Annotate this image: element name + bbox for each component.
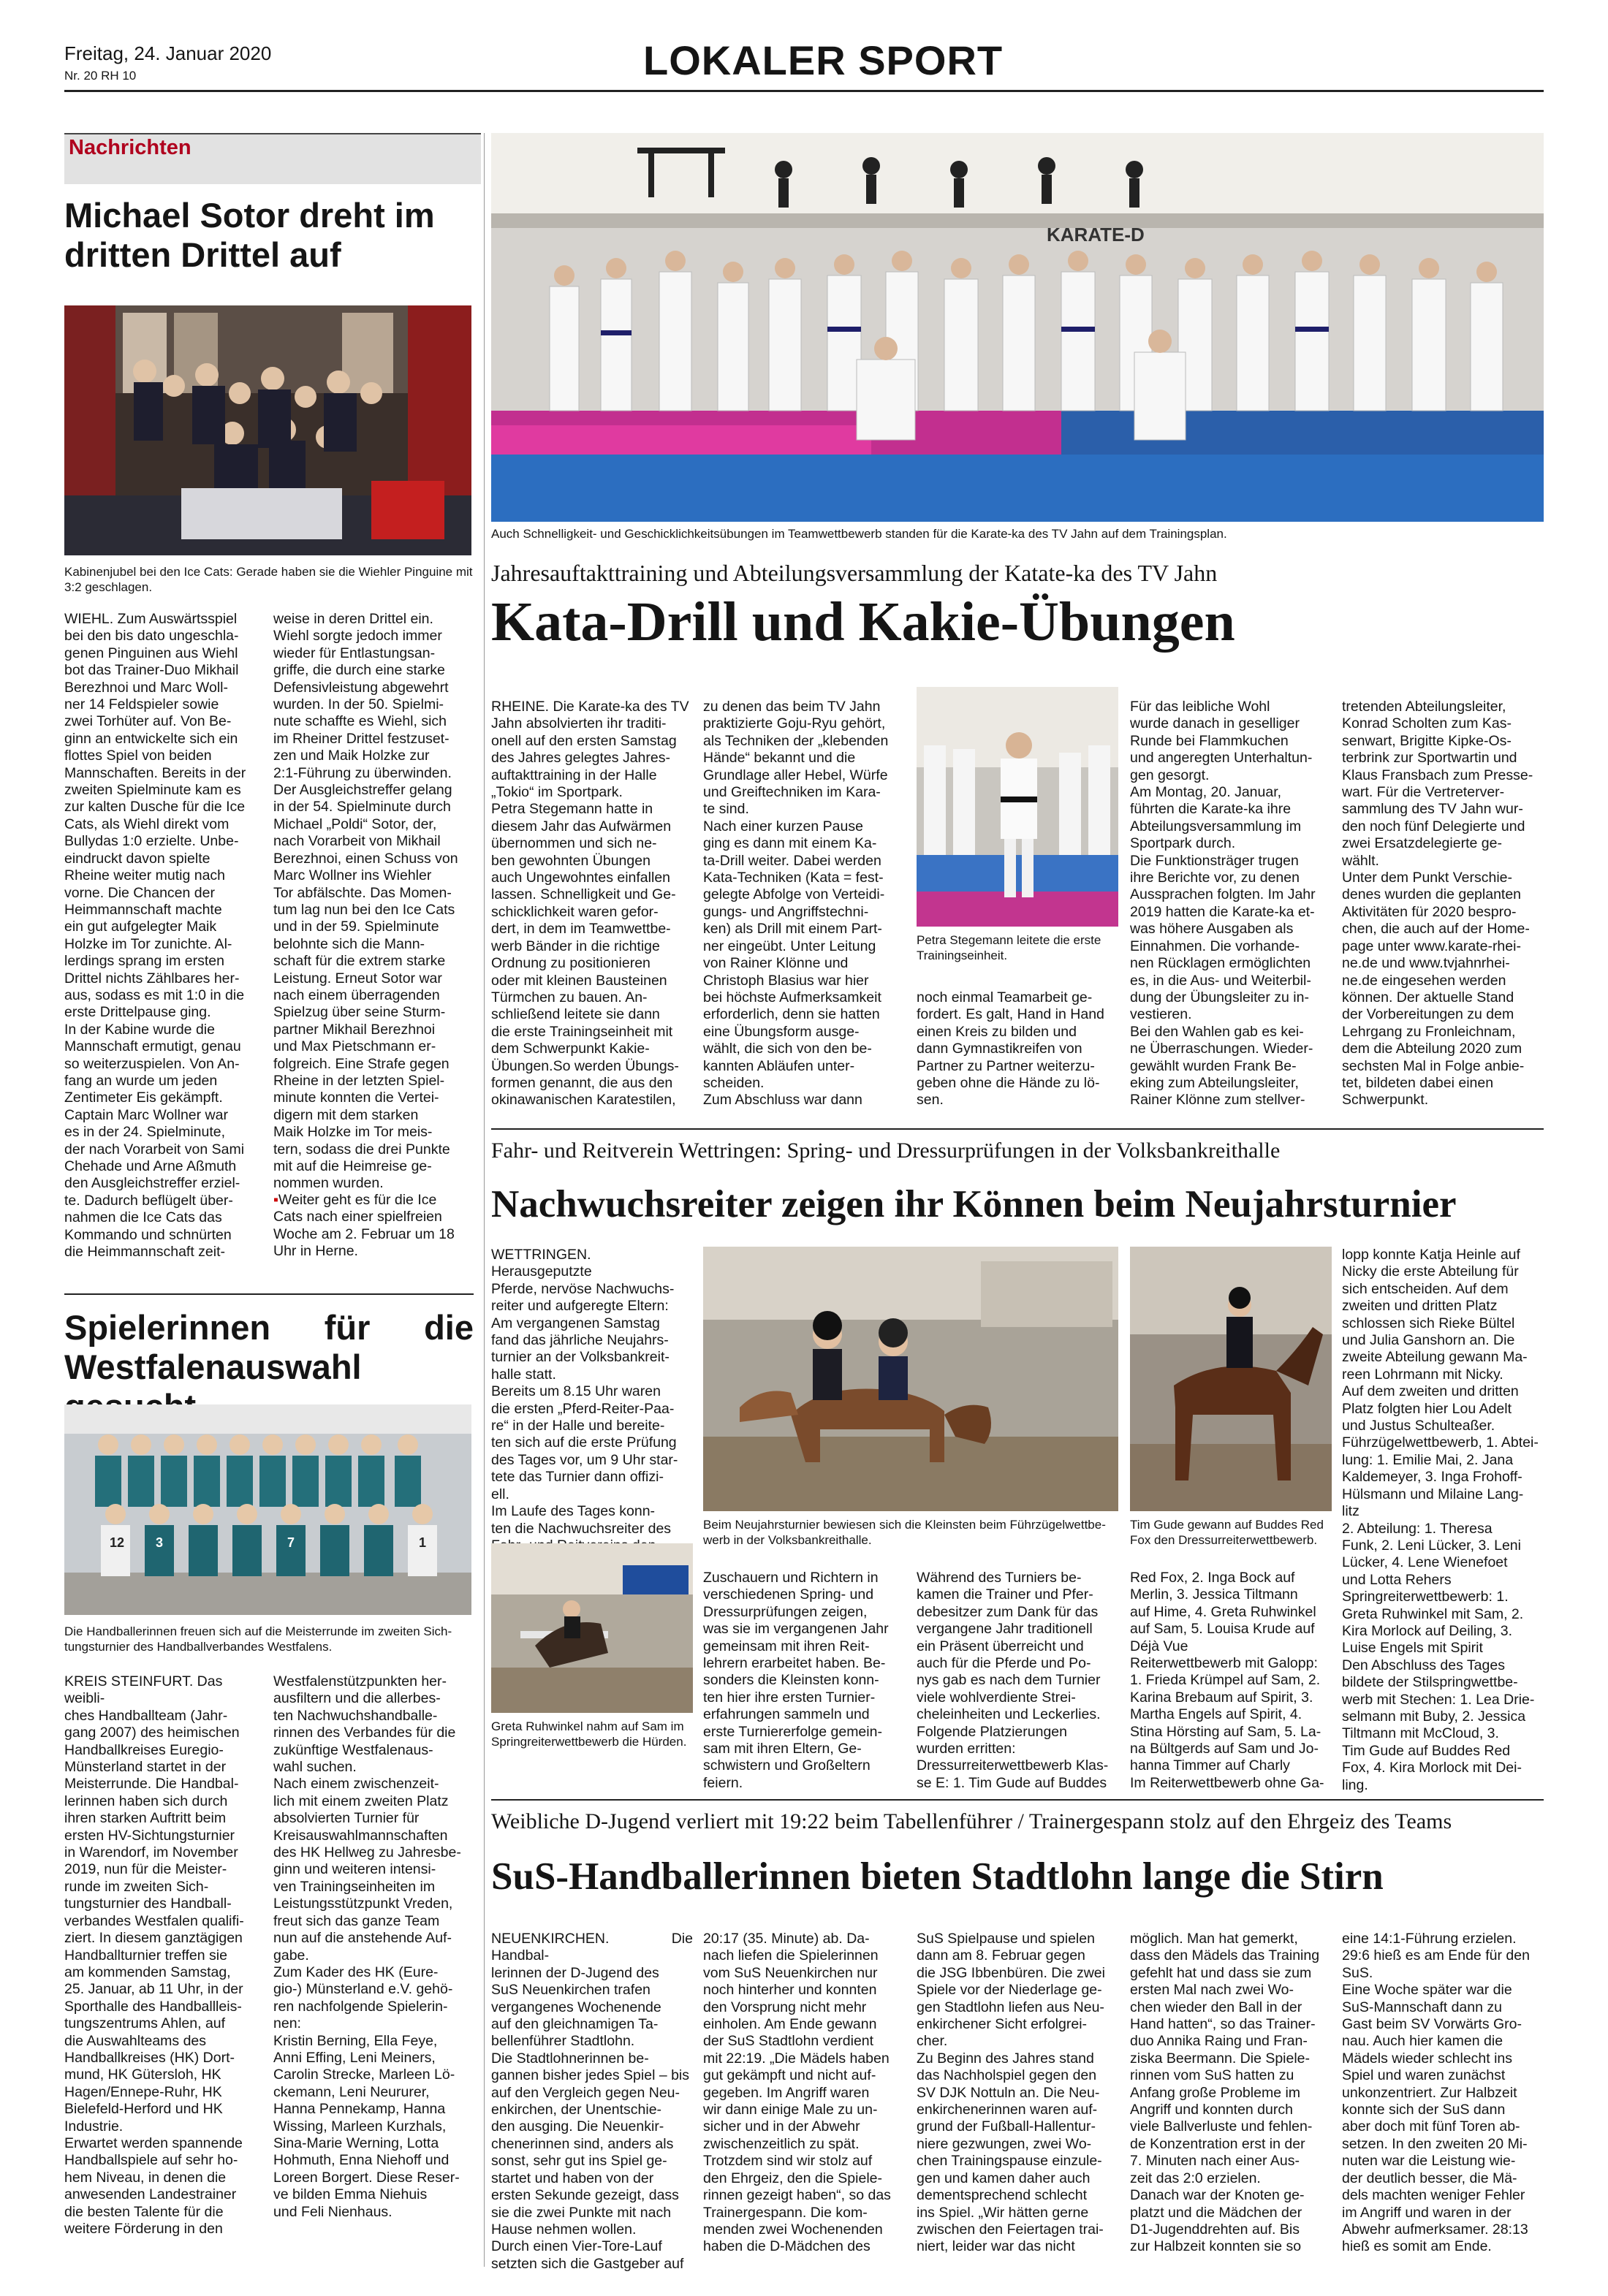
- riding-column-2: Zuschauern und Richtern in verschiedenen Spring- und Dressurprüfungen zeigen, was sie im vergangenen Jahr gemeinsam mit ihren Reit- lehrern erarbeitet haben. Be- sonders die Kleinsten konn- ten hier ihre ersten Turnier- erfahrungen sammeln und erste Turniererfolge gemein- sam mit ihren Eltern, Ge- schwistern und Großeltern feiern.: [703, 1570, 889, 1791]
- handball-kicker: Weibliche D-Jugend verliert mit 19:22 beim Tabellenführer / Trainergespann stolz auf den Ehrgeiz des Teams: [491, 1809, 1452, 1833]
- karate-column-1: RHEINE. Die Karate-ka des TV Jahn absolvierten ihr traditi- onell auf den ersten Samstag des Jahres gelegtes Jahres- auftakttraining in der Halle „Tokio“ im Sportpark. Petra Stegemann hatte in diesem Jahr das Aufwärmen übernommen und sich ne- ben gewohnten Übungen auch Ungewohntes einfallen lassen. Schnelligkeit und Ge- schicklichkeit waren gefor- dert, in dem im Teamwettbe- werb Bänder in die richtige Ordnung zu positionieren oder mit kleinen Bausteinen Türmchen zu bauen. An- schließend leitete sie dann die erste Trainingseinheit mit dem Schwerpunkt Kakie- Übungen.So werden Übungs- formen genannt, die aus den okinawanischen Karatestilen,: [491, 699, 689, 1109]
- westfalen-column-2: Westfalenstützpunkten her- ausfiltern und die allerbes- ten Nachwuchshandballe- rinnen des Verbandes für die zukünftige Westfalenaus- wahl suchen. Nach einem zwischenzeit- lich mit einem zweiten Platz absolvierten Turnier für Kreisauswahlmannschaften des HK Hellweg zu Jahresbe- ginn und weiteren intensi- ven Trainingseinheiten im Leistungsstützpunkt Vreden, freut sich das ganze Team nun auf die anstehende Auf- gabe. Zum Kader des HK (Eure- gio-) Münsterland e.V. gehö- ren nachfolgende Spielerin- nen: Kristin Berning, Ella Feye, Anni Effing, Leni Meiners, Carolin Strecke, Marleen Lö- ckemann, Leni Neururer, Hanna Pennekamp, Hanna Wissing, Marleen Kurzhals, Sina-Marie Werning, Lotta Hohmuth, Enna Niehoff und Loreen Borgert. Diese Reser- ve bilden Emma Niehuis und Feli Nienhaus.: [273, 1673, 461, 2220]
- jersey-number: 7: [287, 1535, 295, 1550]
- handball-column-2: 20:17 (35. Minute) ab. Da- nach liefen die Spielerinnen vom SuS Neuenkirchen nur noch hinterher und konnten den Vorsprung nicht mehr einholen. Am Ende gewann der SuS Stadtlohn verdient mit 22:19. „Die Mädels haben gut gekämpft und nicht auf- gegeben. Im Angriff waren wir dann einige Male zu un- sicher und in der Abwehr zwischenzeitlich zu spät. Trotzdem sind wir stolz auf den Ehrgeiz, den die Spiele- rinnen gezeigt haben“, so das Trainergespann. Die kom- menden zwei Wochenenden haben die D-Mädchen des: [703, 1931, 891, 2255]
- sotor-column-1: WIEHL. Zum Auswärtsspiel bei den bis dato ungeschla- genen Pinguinen aus Wiehl bot das Trainer-Duo Mikhail Berezhnoi und Marc Woll- ner 14 Feldspieler sowie zwei Torhüter auf. Von Be- ginn an entwickelte sich ein flottes Spiel von beiden Mannschaften. Bereits in der zweiten Spielminute kam es zur kalten Dusche für die Ice Cats, als Wiehl direkt vom Bullydas 1:0 erzielte. Unbe- eindruckt davon spielte Rheine weiter mutig nach vorne. Die Chancen der Heimmannschaft machte ein gut aufgelegter Maik Holzke im Tor zunichte. Al- lerdings sprang im ersten Drittel nichts Zählbares her- aus, sodass es mit 1:0 in die erste Drittelpause ging. In der Kabine wurde die Mannschaft ermutigt, genau so weiterzuspielen. Von An- fang an wurde um jeden Zentimeter Eis gekämpft. Captain Marc Wollner war es in der 24. Spielminute, der nach Vorarbeit von Sami Chehade und Arne Aßmuth den Ausgleichstreffer erziel- te. Dadurch beflügelt über- nahmen die Ice Cats das Kommando und schnürten die Heimmannschaft zeit-: [64, 611, 246, 1261]
- show-jumping-caption: Greta Ruhwinkel nahm auf Sam im Springreiterwettbewerb die Hürden.: [491, 1719, 687, 1749]
- karate-column-4: Für das leibliche Wohl wurde danach in geselliger Runde bei Flammkuchen und angeregten Unterhaltun- gen gesorgt. Am Montag, 20. Januar, führten die Karate-ka ihre Abteilungsversammlung im Sportpark durch. Die Funktionsträger trugen ihre Berichte vor, zu denen Aussprachen folgten. Im Jahr 2019 hatten die Karate-ka et- was höhere Ausgaben als Einnahmen. Die vorhande- nen Rücklagen ermöglichten es, in die Aus- und Weiterbil- dung der Übungsleiter zu in- vestieren. Bei den Wahlen gab es kei- ne Überraschungen. Wieder- gewählt wurden Frank Be- eking zum Abteilungsleiter, Rainer Klönne zum stellver-: [1130, 699, 1316, 1109]
- sotor-column-2-note: ▪Weiter geht es für die Ice Cats nach einer spielfreien Woche am 2. Februar um 18 Uhr in Herne.: [273, 1192, 455, 1260]
- sotor-headline: Michael Sotor dreht im dritten Drittel auf: [64, 196, 435, 274]
- riding-column-5: lopp konnte Katja Heinle auf Nicky die erste Abteilung für sich entscheiden. Auf dem zweiten und dritten Platz schlossen sich Rieke Bültel und Julia Ganshorn an. Die zweite Abteilung gewann Ma- reen Lohrmann mit Nicky. Auf dem zweiten und dritten Platz folgten hier Lou Adelt und Justus Schulteaßer. Führzügelwettbewerb, 1. Abtei- lung: 1. Emilie Mai, 2. Jana Kaldemeyer, 3. Inga Frohoff- Hülsmann und Milaine Lang- litz 2. Abteilung: 1. Theresa Funk, 2. Leni Lücker, 3. Leni Lücker, 4. Lene Wienefoet und Lotta Rehers Springreiterwettbewerb: 1. Greta Ruhwinkel mit Sam, 2. Kira Morlock auf Deiling, 3. Luise Engels mit Spirit Den Abschluss des Tages bildete der Stilspringwettbe- werb mit Stechen: 1. Lea Drie- selmann mit Buby, 2. Jessica Tiltmann mit McCloud, 3. Tim Gude auf Buddes Red Fox, 4. Kira Morlock mit Dei- ling.: [1342, 1247, 1539, 1793]
- karate-column-5: tretenden Abteilungsleiter, Konrad Scholten zum Kas- senwart, Brigitte Kipke-Os- terbrink zur Sportwartin und Klaus Fransbach zum Presse- wart. Für die Vertreterver- sammlung des TV Jahn wur- den noch fünf Delegierte und zwei Ersatzdelegierte ge- wählt. Unter dem Punkt Verschie- denes wurden die geplanten Aktivitäten für 2020 bespro- chen, die auch auf der Home- page unter www.karate-rhei- ne.de und www.tvjahnrhei- ne.de eingesehen werden können. Der aktuelle Stand der Vorbereitungen zu dem Lehrgang zu Fronleichnam, dem die Abteilung 2020 zum sechsten Mal in Folge anbie- tet, bildeten dabei einen Schwerpunkt.: [1342, 699, 1533, 1109]
- dressage-caption: Tim Gude gewann auf Buddes Red Fox den Dressurreiterwettbewerb.: [1130, 1518, 1324, 1547]
- handball-column-3: SuS Spielpause und spielen dann am 8. Februar gegen die JSG Ibbenbüren. Die zwei Spiele vor der Niederlage ge- gen Stadtlohn liefen aus Neu- enkirchener Sicht erfolgrei- cher. Zu Beginn des Jahres stand das Nachholspiel gegen den SV DJK Nottuln an. Die Neu- enkirchenerinnen waren auf- grund der Fußball-Hallentur- niere gezwungen, zwei Wo- chen Trainingspause einzule- gen und kamen daher auch dementsprechend schlecht ins Spiel. „Wir hätten gerne zwischen den Feiertagen trai- niert, leider war das nicht: [917, 1931, 1105, 2255]
- news-label: Nachrichten: [69, 136, 191, 159]
- issue-date: Freitag, 24. Januar 2020: [64, 42, 272, 64]
- left-rail-divider: [64, 1293, 474, 1295]
- ice-cats-caption: Kabinenjubel bei den Ice Cats: Gerade haben sie die Wiehler Pinguine mit 3:2 geschlagen.: [64, 565, 473, 594]
- section-title: LOKALER SPORT: [643, 37, 1004, 83]
- sotor-column-2: weise in deren Drittel ein. Wiehl sorgte jedoch immer wieder für Entlastungsan- griffe, die durch eine starke Defensivleistung abgewehrt wurden. In der 50. Spielmi- nute schaffte es Wiehl, sich im Rheiner Drittel festzuset- zen und Maik Holzke zur 2:1-Führung zu überwinden. Der Ausgleichstreffer gelang in der 54. Spielminute durch Michael „Poldi“ Sotor, der, nach Vorarbeit von Mikhail Berezhnoi, einen Schuss von Marc Wollner ins Wiehler Tor abfälschte. Das Momen- tum lag nun bei den Ice Cats und in der 59. Spielminute belohnte sich die Mann- schaft für die extrem starke Leistung. Erneut Sotor war nach einem überragenden Spielzug über seine Sturm- partner Mikhail Berezhnoi und Max Pietschmann er- folgreich. Eine Strafe gegen Rheine in der letzten Spiel- minute konnten die Vertei- digern mit dem starken Maik Holzke im Tor meis- tern, sodass die drei Punkte mit auf die Heimreise ge- nommen wurden.: [273, 611, 458, 1192]
- dressage-photo: [1130, 1247, 1332, 1511]
- karate-bottom-rule: [491, 1128, 1544, 1130]
- jersey-number: 1: [419, 1535, 427, 1550]
- riding-kicker: Fahr- und Reitverein Wettringen: Spring- und Dressurprüfungen in der Volksbankreithalle: [491, 1139, 1281, 1163]
- rail-vertical-divider: [484, 133, 485, 2267]
- riding-column-3: Während des Turniers be- kamen die Trainer und Pfer- debesitzer zum Dank für das vergangene Jahr traditionell ein Präsent überreicht und auch für die Pferde und Po- nys gab es nach dem Turnier viele wohlverdiente Strei- cheleinheiten und Leckerlies. Folgende Platzierungen wurden erritten: Dressurreiterwettbewerb Klas- se E: 1. Tim Gude auf Buddes: [917, 1570, 1109, 1791]
- jersey-number: 12: [110, 1535, 125, 1550]
- issue-meta: Nr. 20 RH 10: [64, 69, 137, 83]
- karate-banner-text: KARATE-D: [1047, 224, 1145, 246]
- karate-photo-caption: Auch Schnelligkeit- und Geschicklichkeitsübungen im Teamwettbewerb standen für die Karate-ka des TV Jahn auf dem Trainingsplan.: [491, 527, 1227, 541]
- riding-column-1: WETTRINGEN. Herausgeputzte Pferde, nervöse Nachwuchs- reiter und aufgeregte Eltern: Am vergangenen Samstag fand das jährliche Neujahrs- turnier an der Volksbankreit- halle statt. Bereits um 8.15 Uhr waren die ersten „Pferd-Reiter-Paa- re“ in der Halle und bereite- ten sich auf die erste Prüfung des Tages vor, um 9 Uhr star- tete das Turnier dann offizi- ell. Im Laufe des Tages konn- ten die Nachwuchsreiter des: [491, 1247, 678, 1537]
- riding-headline: Nachwuchsreiter zeigen ihr Können beim Neujahrsturnier: [491, 1183, 1457, 1225]
- westfalen-column-1: KREIS STEINFURT. Das weibli- ches Handballteam (Jahr- gang 2007) des heimischen Handballkreises Euregio- Münsterland startet in der Meisterrunde. Die Handbal- lerinnen haben sich durch ihren starken Auftritt beim ersten HV-Sichtungsturnier in Warendorf, im November 2019, nun für die Meister- runde im zweiten Sich- tungsturnier des Handball- verbandes Westfalen qualifi- ziert. In diesem ganztägigen Handballturnier treffen sie am kommenden Samstag, 25. Januar, ab 11 Uhr, in der Sporthalle des Handballleis- tungszentrums Ahlen, auf die Auswahlteams des Handballkreises (HK) Dort- mund, HK Gütersloh, HK Hagen/Ennepe-Ruhr, HK Bielefeld-Herford und HK Industrie. Erwartet werden spannende Handballspiele auf sehr ho- hem Niveau, in denen die anwesenden Landestrainer die besten Talente für die weitere Förderung in den: [64, 1673, 244, 2237]
- karate-column-3: noch einmal Teamarbeit ge- fordert. Es galt, Hand in Hand einen Kreis zu bilden und dann Gymnastikreifen von Partner zu Partner weiterzu- geben ohne die Hände zu lö- sen.: [917, 989, 1104, 1109]
- show-jumping-photo: [491, 1543, 693, 1713]
- riding-bottom-rule: [491, 1799, 1544, 1801]
- red-bullet: ▪: [273, 1192, 278, 1208]
- header-rule: [64, 90, 1544, 92]
- karate-kicker: Jahresauftakttraining und Abteilungsversammlung der Katate-ka des TV Jahn: [491, 560, 1218, 586]
- handball-headline: SuS-Handballerinnen bieten Stadtlohn lange die Stirn: [491, 1855, 1384, 1898]
- karate-group-photo: [491, 133, 1544, 522]
- handball-team-photo: [64, 1404, 471, 1615]
- handball-column-4: möglich. Man hat gemerkt, dass den Mädels das Training gefehlt hat und dass sie zum ersten Mal nach zwei Wo- chen wieder den Ball in der Hand hatten“, so das Trainer- duo Annika Raing und Fran- ziska Beermann. Die Spiele- rinnen vom SuS hatten zu Anfang große Probleme im Angriff und konnten durch viele Ballverluste und fehlen- de Konzentration erst in der 7. Minuten nach einer Aus- zeit das 2:0 erzielen. Danach war der Knoten ge- platzt und die Mädchen der D1-Jugenddrehten auf. Bis zur Halbzeit konnten sie so: [1130, 1931, 1320, 2255]
- ice-cats-photo: [64, 305, 471, 555]
- westfalen-headline: Spielerinnen für die Westfalenauswahl: [64, 1308, 474, 1386]
- karate-headline: Kata-Drill und Kakie-Übungen: [491, 591, 1235, 653]
- handball-column-5: eine 14:1-Führung erzielen. 29:6 hieß es am Ende für den SuS. Eine Woche später war die SuS-Mannschaft dann zu Gast beim SV Vorwärts Gro- nau. Auch hier kamen die Mädels wieder schlecht ins Spiel und waren zunächst unkonzentriert. Zur Halbzeit konnte sich der SuS dann aber doch mit fünf Toren ab- setzen. In den zweiten 20 Mi- nuten war die Leistung wie- der deutlich besser, die Mä- dels machten weniger Fehler im Angriff und waren in der Abwehr aufmerksamer. 28:13 hieß es somit am Ende.: [1342, 1931, 1530, 2255]
- handball-column-1: NEUENKIRCHEN. Die Handbal- lerinnen der D-Jugend des SuS Neuenkirchen trafen vergangenes Wochenende auf den gleichnamigen Ta- bellenführer Stadtlohn. Die Stadtlohnerinnen be- gannen bisher jedes Spiel – bis auf den Vergleich gegen Neu- enkirchen, der Unentschie- den ausging. Die Neuenkir- chenerinnen sind, anders als sonst, sehr gut ins Spiel ge- startet und haben von der ersten Sekunde gezeigt, dass sie die zwei Punkte mit nach Hause nehmen wollen. Durch einen Vier-Tore-Lauf setzten sich die Gastgeber auf: [491, 1931, 693, 2272]
- jersey-number: 3: [156, 1535, 164, 1550]
- riding-column-4: Red Fox, 2. Inga Bock auf Merlin, 3. Jessica Tiltmann auf Hime, 4. Greta Ruhwinkel auf Sam, 5. Louisa Krude auf Déjà Vue Reiterwettbewerb mit Galopp: 1. Frieda Krümpel auf Sam, 2. Karina Brebaum auf Spirit, 3. Martha Engels auf Spirit, 4. Stina Hörsting auf Sam, 5. La- na Bültgerds auf Sam und Jo- hanna Timmer auf Charly Im Reiterwettbewerb ohne Ga-: [1130, 1570, 1324, 1791]
- karate-column-2: zu denen das beim TV Jahn praktizierte Goju-Ryu gehört, als Techniken der „klebenden Hände“ bekannt und die Grundlage aller Hebel, Würfe und Greiftechniken im Kara- te sind. Nach einer kurzen Pause ging es dann mit einem Ka- ta-Drill weiter. Dabei werden Kata-Techniken (Kata = fest- gelegte Abfolge von Verteidi- gungs- und Angriffstechni- ken) als Drill mit einem Part- ner eingeübt. Unter Leitung von Rainer Klönne und Christoph Blasius war hier bei höchste Aufmerksamkeit erforderlich, denn sie hatten eine Übungsform ausge- wählt, die sich von den be- kannten Abläufen unter- scheiden. Zum Abschluss war dann: [703, 699, 889, 1109]
- handball-team-caption: Die Handballerinnen freuen sich auf die Meisterrunde im zweiten Sich- tungsturnier des Handballverbandes Westfalens.: [64, 1624, 452, 1654]
- karate-trainer-photo: [917, 687, 1118, 927]
- pony-lead-photo: [703, 1247, 1118, 1511]
- karate-trainer-caption: Petra Stegemann leitete die erste Trainingseinheit.: [917, 933, 1101, 962]
- pony-lead-caption: Beim Neujahrsturnier bewiesen sich die Kleinsten beim Führzügelwettbe- werb in der Volksbankreithalle.: [703, 1518, 1106, 1547]
